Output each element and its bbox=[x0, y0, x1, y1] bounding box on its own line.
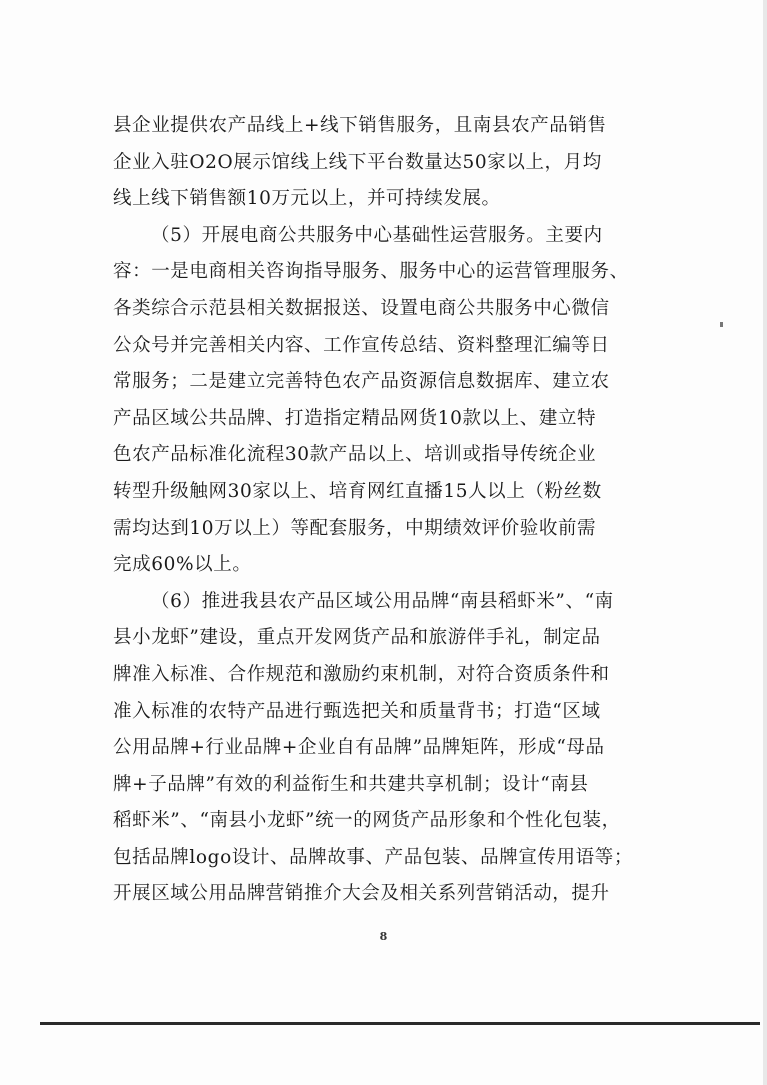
text-line: 各类综合示范县相关数据报送、设置电商公共服务中心微信 bbox=[113, 297, 610, 319]
text-line: 需均达到10万以上）等配套服务，中期绩效评价验收前需 bbox=[113, 517, 597, 539]
text-line: 公众号并完善相关内容、工作宣传总结、资料整理汇编等日 bbox=[113, 334, 610, 356]
text-line: 准入标准的农特产品进行甄选把关和质量背书；打造“区域 bbox=[113, 700, 601, 722]
text-line: 转型升级触网30家以上、培育网红直播15人以上（粉丝数 bbox=[113, 480, 602, 502]
text-line: 县企业提供农产品线上+线下销售服务，且南县农产品销售 bbox=[113, 115, 607, 136]
text-line: 常服务；二是建立完善特色农产品资源信息数据库、建立农 bbox=[113, 371, 610, 393]
text-line: 牌准入标准、合作规范和激励约束机制，对符合资质条件和 bbox=[113, 663, 610, 685]
text-line: 产品区域公共品牌、打造指定精品网货10款以上、建立特 bbox=[113, 407, 597, 429]
text-line: 开展区域公用品牌营销推介大会及相关系列营销活动，提升 bbox=[113, 883, 610, 905]
body-text bbox=[113, 108, 633, 913]
paragraph-5-start: （5）开展电商公共服务中心基础性运营服务。主要内 bbox=[151, 224, 603, 246]
page-edge-shadow bbox=[763, 0, 767, 1085]
text-line: 企业入驻O2O展示馆线上线下平台数量达50家以上，月均 bbox=[113, 151, 602, 173]
text-line: 线上线下销售额10万元以上，并可持续发展。 bbox=[113, 188, 501, 210]
text-line: 公用品牌+行业品牌+企业自有品牌”品牌矩阵，形成“母品 bbox=[113, 737, 605, 759]
text-line: 色农产品标准化流程30款产品以上、培训或指导传统企业 bbox=[113, 444, 597, 466]
text-line: 包括品牌logo设计、品牌故事、产品包装、品牌宣传用语等； bbox=[113, 846, 633, 868]
text-line: 完成60%以上。 bbox=[113, 554, 252, 576]
paragraph-6-start: （6）推进我县农产品区域公用品牌“南县稻虾米”、“南 bbox=[151, 590, 614, 612]
text-line: 容：一是电商相关咨询指导服务、服务中心的运营管理服务、 bbox=[113, 261, 629, 283]
scan-mark bbox=[720, 322, 723, 327]
text-line: 县小龙虾”建设，重点开发网货产品和旅游伴手礼，制定品 bbox=[113, 627, 601, 649]
text-line: 牌+子品牌”有效的利益衔生和共建共享机制；设计“南县 bbox=[113, 773, 589, 795]
page-number: 8 bbox=[379, 930, 388, 943]
text-line: 稻虾米”、“南县小龙虾”统一的网货产品形象和个性化包装， bbox=[113, 810, 621, 832]
bottom-scan-rule bbox=[40, 1022, 760, 1025]
